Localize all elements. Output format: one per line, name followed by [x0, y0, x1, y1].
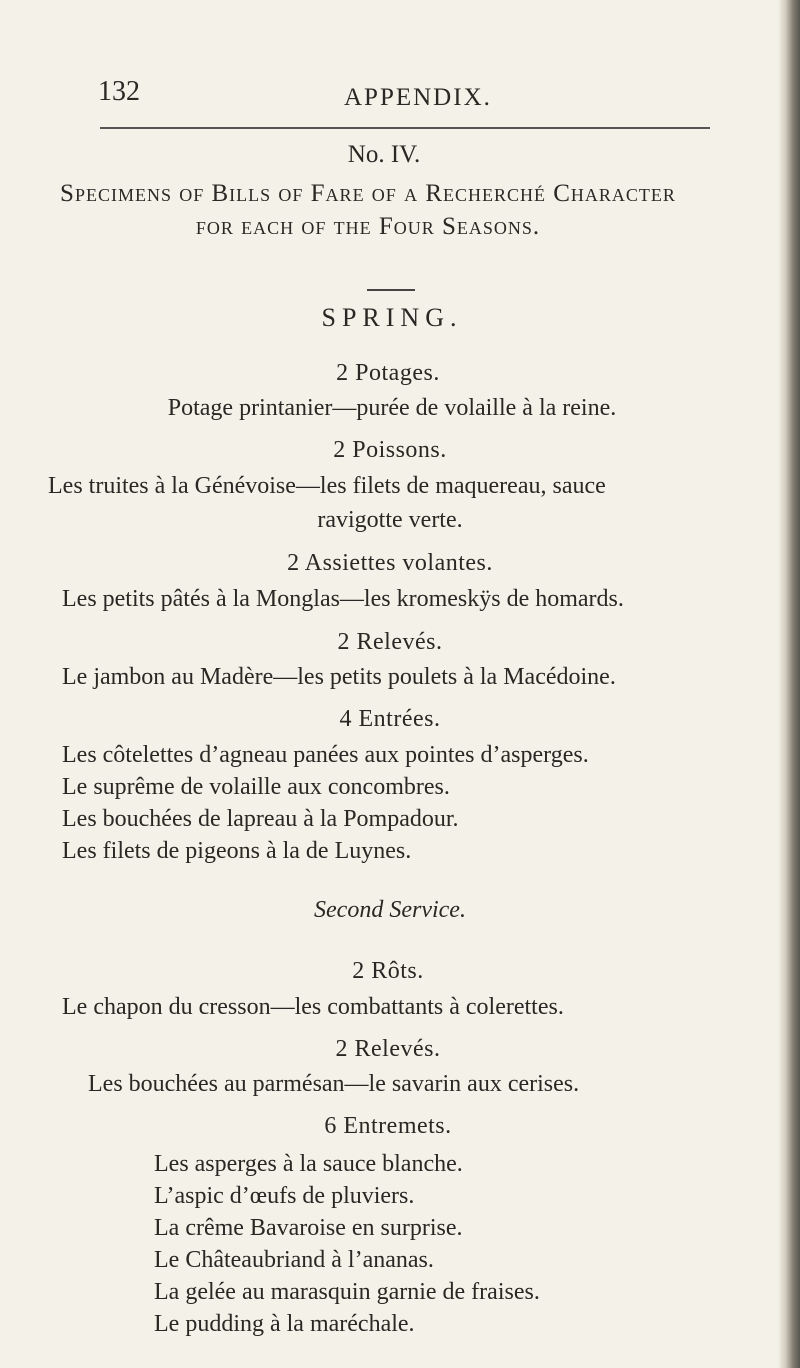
entremets-heading: 6 Entremets. — [324, 1113, 452, 1139]
poissons-text-line1: Les truites à la Génévoise—les filets de maquereau, sauce — [48, 473, 606, 499]
poissons-heading: 2 Poissons. — [333, 437, 447, 463]
releves-heading-2: 2 Relevés. — [335, 1036, 441, 1062]
releves-text-1: Le jambon au Madère—les petits poulets à la Macédoine. — [62, 664, 616, 690]
potages-heading: 2 Potages. — [336, 360, 440, 386]
section-divider — [367, 289, 415, 291]
entree-item: Les côtelettes d’agneau panées aux pointes d’asperges. — [62, 742, 589, 768]
entremets-item: La gelée au marasquin garnie de fraises. — [154, 1279, 540, 1305]
releves-heading-1: 2 Relevés. — [337, 629, 443, 655]
entree-item: Les bouchées de lapreau à la Pompadour. — [62, 806, 459, 832]
poissons-text-line2: ravigotte verte. — [317, 507, 463, 533]
rots-text: Le chapon du cresson—les combattants à colerettes. — [62, 994, 564, 1020]
running-title: APPENDIX. — [344, 84, 492, 111]
entremets-item: L’aspic d’œufs de pluviers. — [154, 1183, 415, 1209]
entree-item: Le suprême de volaille aux concombres. — [62, 774, 450, 800]
section-title-line2: for each of the Four Seasons. — [195, 213, 541, 240]
season-heading: SPRING. — [321, 303, 463, 332]
header-rule — [100, 127, 710, 129]
entrees-heading: 4 Entrées. — [339, 706, 441, 732]
rots-heading: 2 Rôts. — [352, 958, 424, 984]
entree-item: Les filets de pigeons à la de Luynes. — [62, 838, 412, 864]
page-number: 132 — [98, 76, 140, 107]
potages-text: Potage printanier—purée de volaille à la reine. — [167, 395, 617, 421]
section-number: No. IV. — [347, 141, 421, 168]
assiettes-text: Les petits pâtés à la Monglas—les kromeskÿs de homards. — [62, 586, 624, 612]
entremets-item: Le pudding à la maréchale. — [154, 1311, 415, 1337]
assiettes-heading: 2 Assiettes volantes. — [287, 550, 493, 576]
entremets-item: La crême Bavaroise en surprise. — [154, 1215, 463, 1241]
entremets-item: Les asperges à la sauce blanche. — [154, 1151, 463, 1177]
section-title-line1: Specimens of Bills of Fare of a Recherché Character — [60, 180, 676, 207]
page-edge-shadow — [778, 0, 800, 1368]
entremets-item: Le Châteaubriand à l’ananas. — [154, 1247, 434, 1273]
second-service-heading: Second Service. — [314, 897, 466, 923]
releves-text-2: Les bouchées au parmésan—le savarin aux cerises. — [88, 1071, 580, 1097]
